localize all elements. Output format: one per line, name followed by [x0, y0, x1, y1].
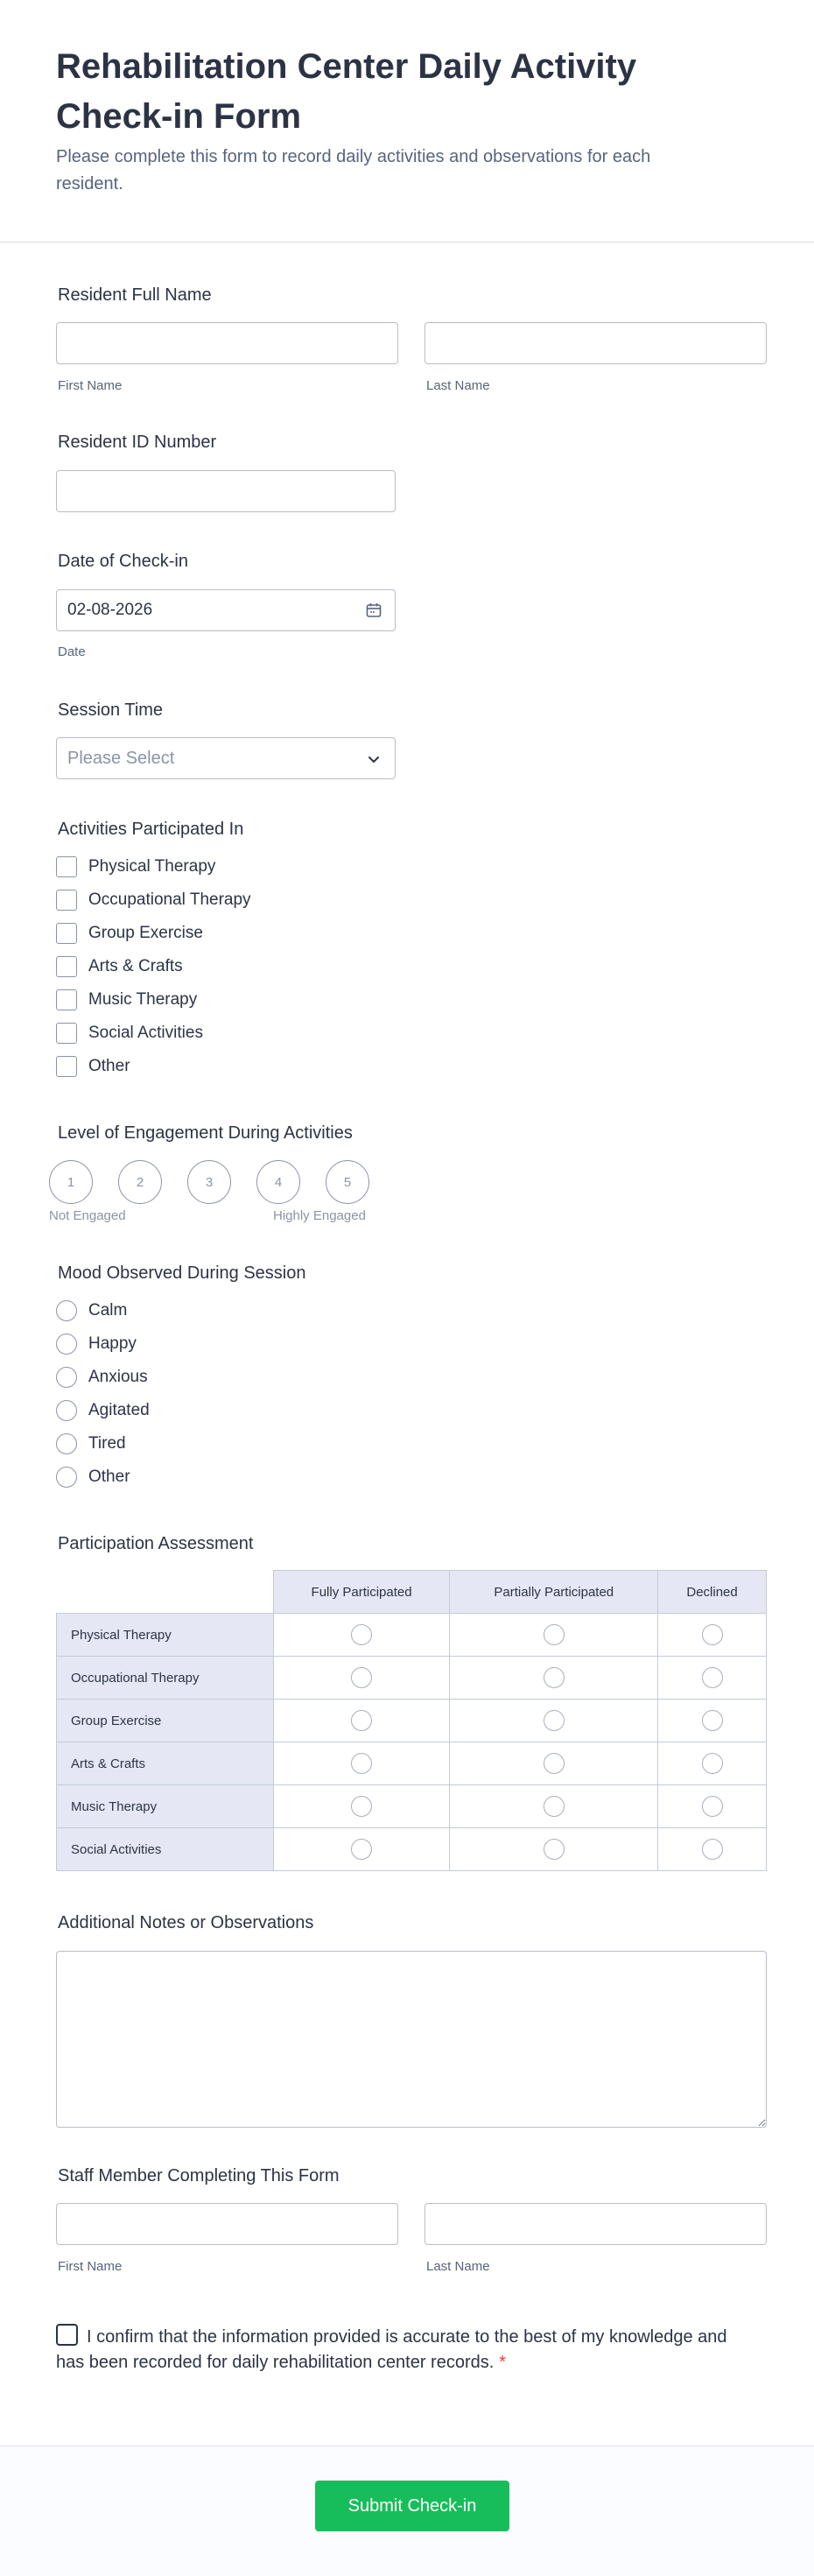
submit-button[interactable]: Submit Check-in — [315, 2481, 509, 2531]
mood-option-label: Agitated — [88, 1401, 150, 1419]
checkin-date-input[interactable] — [56, 589, 396, 631]
matrix-row — [57, 1700, 767, 1742]
checkbox[interactable] — [56, 1023, 77, 1044]
mood-option[interactable] — [56, 1299, 127, 1322]
matrix-row — [57, 1785, 767, 1828]
matrix-row-label: Music Therapy — [57, 1785, 274, 1828]
activity-option-label: Group Exercise — [88, 924, 203, 942]
checkin-date-label: Date of Check-in — [58, 552, 188, 571]
mood-option-label: Happy — [88, 1334, 137, 1353]
activity-option[interactable] — [56, 922, 203, 945]
activity-option[interactable] — [56, 855, 215, 878]
matrix-row — [57, 1614, 767, 1657]
mood-label: Mood Observed During Session — [58, 1263, 306, 1283]
matrix-radio[interactable] — [544, 1624, 565, 1645]
staff-last-name-sublabel: Last Name — [426, 2259, 490, 2274]
resident-last-name-input[interactable] — [425, 322, 767, 364]
activity-option[interactable] — [56, 989, 197, 1011]
matrix-row-label: Social Activities — [57, 1828, 274, 1871]
resident-id-field — [56, 433, 767, 520]
matrix-radio[interactable] — [544, 1667, 565, 1688]
session-time-select[interactable] — [56, 737, 396, 779]
staff-first-name-sublabel: First Name — [58, 2259, 123, 2274]
scale-option[interactable]: 3 — [187, 1160, 231, 1204]
form-title: Rehabilitation Center Daily Activity Check-in Form — [56, 47, 637, 136]
checkin-date-field — [56, 552, 767, 665]
matrix-row-label: Physical Therapy — [57, 1614, 274, 1657]
date-sublabel: Date — [58, 644, 86, 659]
matrix-radio[interactable] — [702, 1839, 723, 1860]
engagement-label: Level of Engagement During Activities — [58, 1123, 353, 1143]
matrix-radio[interactable] — [702, 1753, 723, 1774]
session-time-placeholder: Please Select — [67, 749, 175, 768]
mood-field — [56, 1263, 494, 1491]
matrix-radio[interactable] — [544, 1839, 565, 1860]
first-name-sublabel: First Name — [58, 378, 123, 393]
resident-id-input[interactable] — [56, 470, 396, 512]
scale-option[interactable]: 2 — [118, 1160, 162, 1204]
calendar-icon[interactable] — [365, 602, 382, 619]
session-time-field — [56, 700, 767, 788]
matrix-radio[interactable] — [351, 1624, 372, 1645]
activity-option-label: Music Therapy — [88, 990, 198, 1009]
activity-option-label: Physical Therapy — [88, 857, 216, 876]
resident-name-label: Resident Full Name — [58, 285, 212, 305]
activity-option[interactable] — [56, 1022, 203, 1045]
form-description: Please complete this form to record daily activities and observations for each resident. — [56, 147, 651, 194]
confirmation-text: I confirm that the information provided is accurate to the best of my knowledge and has been recorded for daily rehabilitation center records. — [56, 2327, 727, 2372]
notes-field — [56, 1913, 767, 1939]
activity-option-label: Social Activities — [88, 1024, 203, 1042]
staff-last-name-input[interactable] — [425, 2203, 767, 2245]
activity-option[interactable] — [56, 955, 183, 978]
resident-name-field — [56, 285, 767, 399]
resident-first-name-input[interactable] — [56, 322, 398, 364]
session-time-label: Session Time — [58, 700, 164, 720]
radio-button[interactable] — [56, 1467, 77, 1488]
assessment-field — [56, 1534, 767, 1560]
matrix-radio[interactable] — [351, 1753, 372, 1774]
assessment-label: Participation Assessment — [58, 1534, 254, 1553]
checkbox[interactable] — [56, 923, 77, 944]
radio-button[interactable] — [56, 1367, 77, 1388]
matrix-column-header: Partially Participated — [450, 1571, 658, 1614]
matrix-row — [57, 1657, 767, 1700]
matrix-radio[interactable] — [702, 1624, 723, 1645]
chevron-down-icon — [365, 750, 382, 768]
checkbox[interactable] — [56, 890, 77, 911]
scale-option[interactable]: 4 — [256, 1160, 300, 1204]
mood-option[interactable] — [56, 1432, 126, 1455]
matrix-radio[interactable] — [544, 1796, 565, 1817]
checkbox[interactable] — [56, 856, 77, 877]
activity-option-label: Arts & Crafts — [88, 957, 183, 975]
checkbox[interactable] — [56, 956, 77, 977]
notes-label: Additional Notes or Observations — [58, 1913, 314, 1932]
matrix-header-row — [57, 1571, 767, 1614]
matrix-radio[interactable] — [702, 1710, 723, 1731]
radio-button[interactable] — [56, 1300, 77, 1321]
notes-textarea[interactable] — [56, 1951, 767, 2128]
mood-option-label: Other — [88, 1467, 130, 1486]
matrix-corner — [57, 1571, 274, 1614]
matrix-row-label: Group Exercise — [57, 1700, 274, 1742]
checkbox[interactable] — [56, 1056, 77, 1077]
activity-option[interactable] — [56, 1055, 130, 1078]
checkin-date-value: 02-08-2026 — [67, 601, 153, 619]
matrix-radio[interactable] — [351, 1710, 372, 1731]
matrix-radio[interactable] — [544, 1710, 565, 1731]
resident-id-label: Resident ID Number — [58, 433, 217, 452]
radio-button[interactable] — [56, 1334, 77, 1355]
matrix-radio[interactable] — [351, 1796, 372, 1817]
matrix-radio[interactable] — [351, 1839, 372, 1860]
activity-option[interactable] — [56, 889, 251, 911]
matrix-radio[interactable] — [544, 1753, 565, 1774]
staff-name-field — [56, 2166, 767, 2280]
assessment-matrix — [56, 1570, 767, 1871]
matrix-row-label: Occupational Therapy — [57, 1657, 274, 1700]
matrix-radio[interactable] — [702, 1667, 723, 1688]
mood-option[interactable] — [56, 1466, 130, 1489]
confirmation-checkbox[interactable] — [56, 2324, 78, 2346]
mood-option[interactable] — [56, 1366, 148, 1389]
activities-label: Activities Participated In — [58, 820, 244, 839]
mood-option-label: Tired — [88, 1434, 126, 1453]
last-name-sublabel: Last Name — [426, 378, 490, 393]
staff-name-label: Staff Member Completing This Form — [58, 2166, 340, 2185]
form-footer — [0, 2446, 814, 2576]
engagement-scale — [49, 1160, 399, 1226]
scale-option[interactable]: 1 — [49, 1160, 93, 1204]
staff-first-name-input[interactable] — [56, 2203, 398, 2245]
radio-button[interactable] — [56, 1433, 77, 1454]
matrix-radio[interactable] — [702, 1796, 723, 1817]
scale-high-caption: Highly Engaged — [273, 1208, 366, 1223]
matrix-radio[interactable] — [351, 1667, 372, 1688]
required-mark: * — [499, 2353, 507, 2372]
activity-option-label: Occupational Therapy — [88, 890, 251, 909]
matrix-column-header: Declined — [658, 1571, 767, 1614]
scale-low-caption: Not Engaged — [49, 1208, 126, 1223]
form-header — [0, 0, 814, 243]
matrix-column-header: Fully Participated — [273, 1571, 450, 1614]
matrix-row-label: Arts & Crafts — [57, 1742, 274, 1785]
matrix-row — [57, 1742, 767, 1785]
activities-field — [56, 820, 494, 1082]
scale-option[interactable]: 5 — [326, 1160, 369, 1204]
confirmation-field[interactable] — [56, 2324, 739, 2375]
activity-option-label: Other — [88, 1057, 130, 1075]
radio-button[interactable] — [56, 1400, 77, 1421]
mood-option-label: Calm — [88, 1301, 128, 1320]
mood-option[interactable] — [56, 1399, 150, 1422]
checkbox[interactable] — [56, 989, 77, 1010]
mood-option-label: Anxious — [88, 1368, 148, 1386]
mood-option[interactable] — [56, 1333, 137, 1355]
matrix-row — [57, 1828, 767, 1871]
